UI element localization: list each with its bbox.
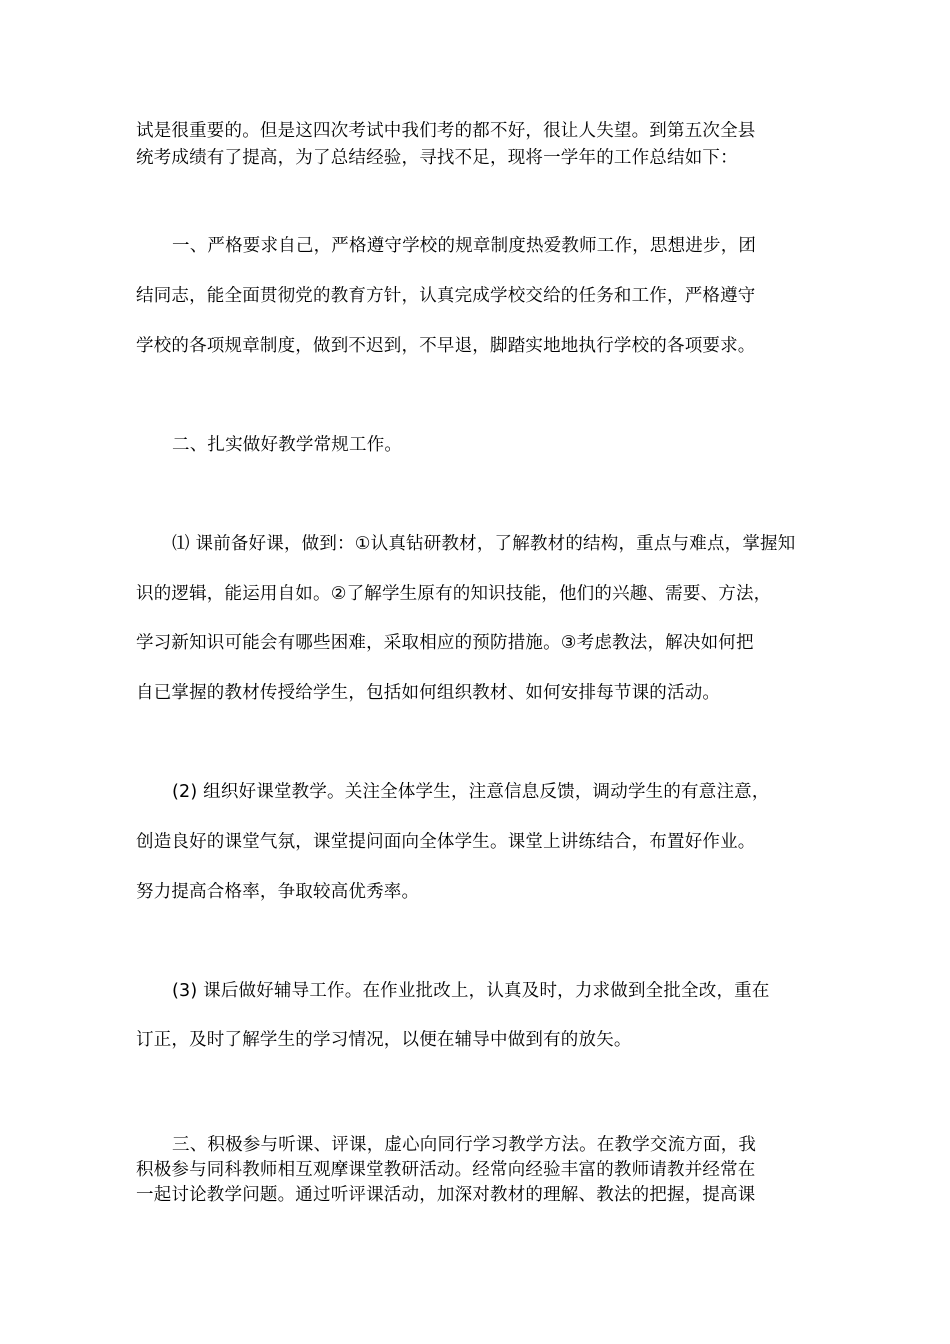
text-line: 积极参与同科教师相互观摩课堂教研活动。经常向经验丰富的教师请教并经常在 [136, 1160, 756, 1180]
text-line: 自已掌握的教材传授给学生，包括如何组织教材、如何安排每节课的活动。 [136, 683, 721, 703]
text-line: 订正，及时了解学生的学习情况，以便在辅导中做到有的放矢。 [136, 1030, 632, 1050]
text-line: 一起讨论教学问题。通过听评课活动，加深对教材的理解、教法的把握，提高课 [136, 1185, 756, 1205]
text-line: 学习新知识可能会有哪些困难，采取相应的预防措施。③考虑教法，解决如何把 [136, 633, 754, 653]
list-item-line: ⑴ 课前备好课，做到：①认真钻研教材，了解教材的结构，重点与难点，掌握知 [172, 534, 796, 554]
text-line: 结同志，能全面贯彻党的教育方针，认真完成学校交给的任务和工作，严格遵守 [136, 286, 756, 306]
text-line: 学校的各项规章制度，做到不迟到，不早退，脚踏实地地执行学校的各项要求。 [136, 336, 756, 356]
section-heading: 二、扎实做好教学常规工作。 [172, 435, 403, 455]
text-line: 创造良好的课堂气氛，课堂提问面向全体学生。课堂上讲练结合，布置好作业。 [136, 832, 756, 852]
text-line: 试是很重要的。但是这四次考试中我们考的都不好，很让人失望。到第五次全县 [136, 121, 756, 141]
text-line: 统考成绩有了提高，为了总结经验，寻找不足，现将一学年的工作总结如下： [136, 148, 738, 168]
section-heading-line: 三、积极参与听课、评课，虚心向同行学习教学方法。在教学交流方面，我 [172, 1135, 757, 1155]
list-item-line: (2) 组织好课堂教学。关注全体学生，注意信息反馈，调动学生的有意注意， [172, 782, 770, 802]
text-line: 识的逻辑，能运用自如。②了解学生原有的知识技能，他们的兴趣、需要、方法， [136, 584, 772, 604]
list-item-line: (3) 课后做好辅导工作。在作业批改上，认真及时，力求做到全批全改，重在 [172, 981, 770, 1001]
section-heading-line: 一、严格要求自己，严格遵守学校的规章制度热爱教师工作，思想进步，团 [172, 236, 757, 256]
text-line: 努力提高合格率，争取较高优秀率。 [136, 882, 420, 902]
